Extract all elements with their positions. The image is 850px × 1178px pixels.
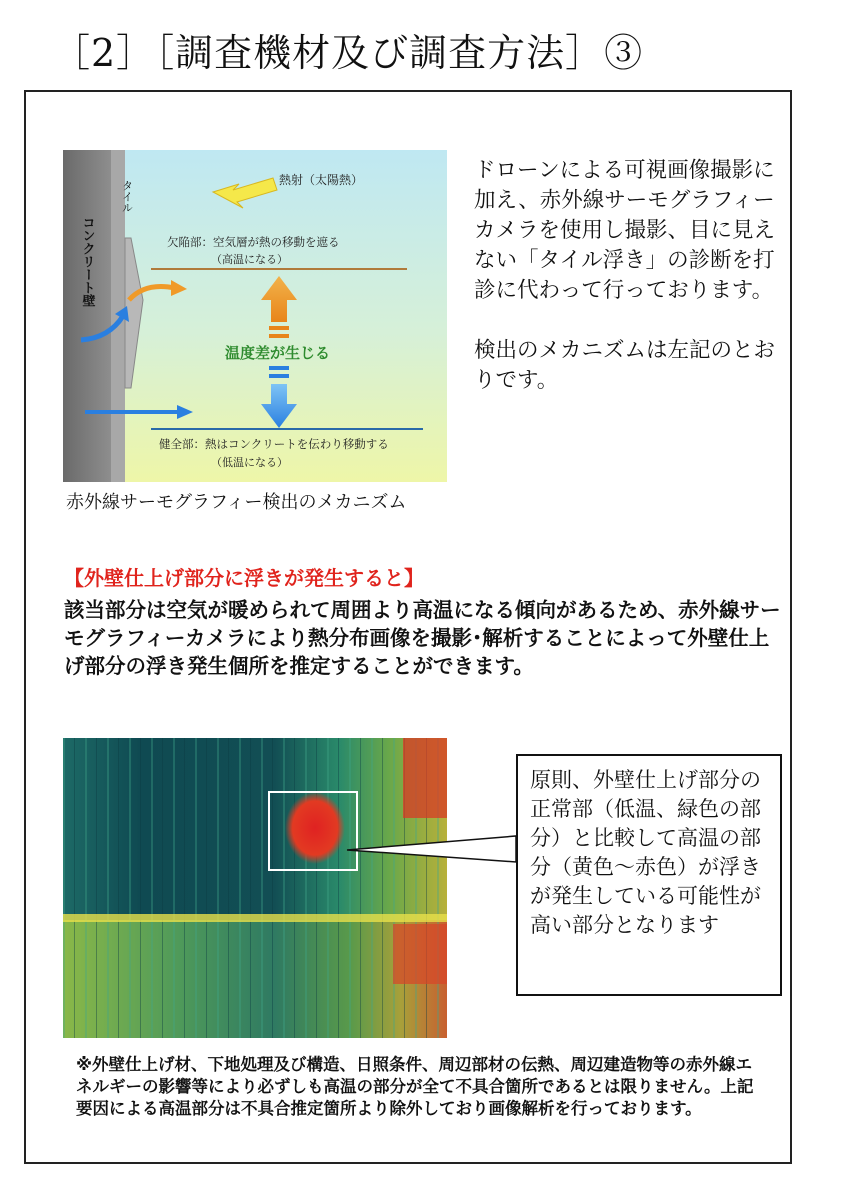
description-paragraph-1: ドローンによる可視画像撮影に加え、赤外線サーモグラフィーカメラを使用し撮影、目に見えない「タイル浮き」の診断を打診に代わって行っております。 (474, 158, 776, 303)
thermography-image (63, 738, 447, 1038)
diagram-caption: 赤外線サーモグラフィー検出のメカニズム (66, 492, 407, 513)
concrete-wall (63, 150, 111, 482)
defect-label: 欠陥部：空気層が熱の移動を遮る (167, 235, 340, 249)
tile-label: タイル (120, 180, 134, 213)
defect-sublabel: （高温になる） (211, 253, 288, 266)
wall-label: コンクリート壁 (79, 216, 95, 307)
description-paragraph-2: 検出のメカニズムは左記のとおりです。 (474, 338, 776, 393)
healthy-sublabel: （低温になる） (211, 456, 288, 469)
section-body: 該当部分は空気が暖められて周囲より高温になる傾向があるため、赤外線サーモグラフィーカメラにより熱分布画像を撮影･解析することによって外壁仕上げ部分の浮き発生個所を推定することができます。 (64, 598, 781, 678)
section-heading: 【外壁仕上げ部分に浮きが発生すると】 (64, 566, 424, 590)
description (474, 156, 792, 396)
temperature-diff-label: 温度差が生じる (225, 344, 331, 362)
hot-spot (285, 792, 345, 864)
radiation-label: 熱射（太陽熱） (279, 173, 364, 187)
page-title: ［2］［調査機材及び調査方法］③ (52, 31, 644, 75)
healthy-label: 健全部：熱はコンクリートを伝わり移動する (159, 437, 389, 451)
footnote: ※外壁仕上げ材、下地処理及び構造、日照条件、周辺部材の伝熱、周辺建造物等の赤外線エネルギーの影響等により必ずしも高温の部分が全て不具合箇所であるとは限りません。上記要因による高温部分は不具合推定箇所より除外しており画像解析を行っております。 (76, 1055, 754, 1118)
callout-box: 原則、外壁仕上げ部分の正常部（低温、緑色の部分）と比較して高温の部分（黄色～赤色）が浮きが発生している可能性が高い部分となります (516, 754, 782, 996)
mechanism-diagram (63, 150, 447, 482)
